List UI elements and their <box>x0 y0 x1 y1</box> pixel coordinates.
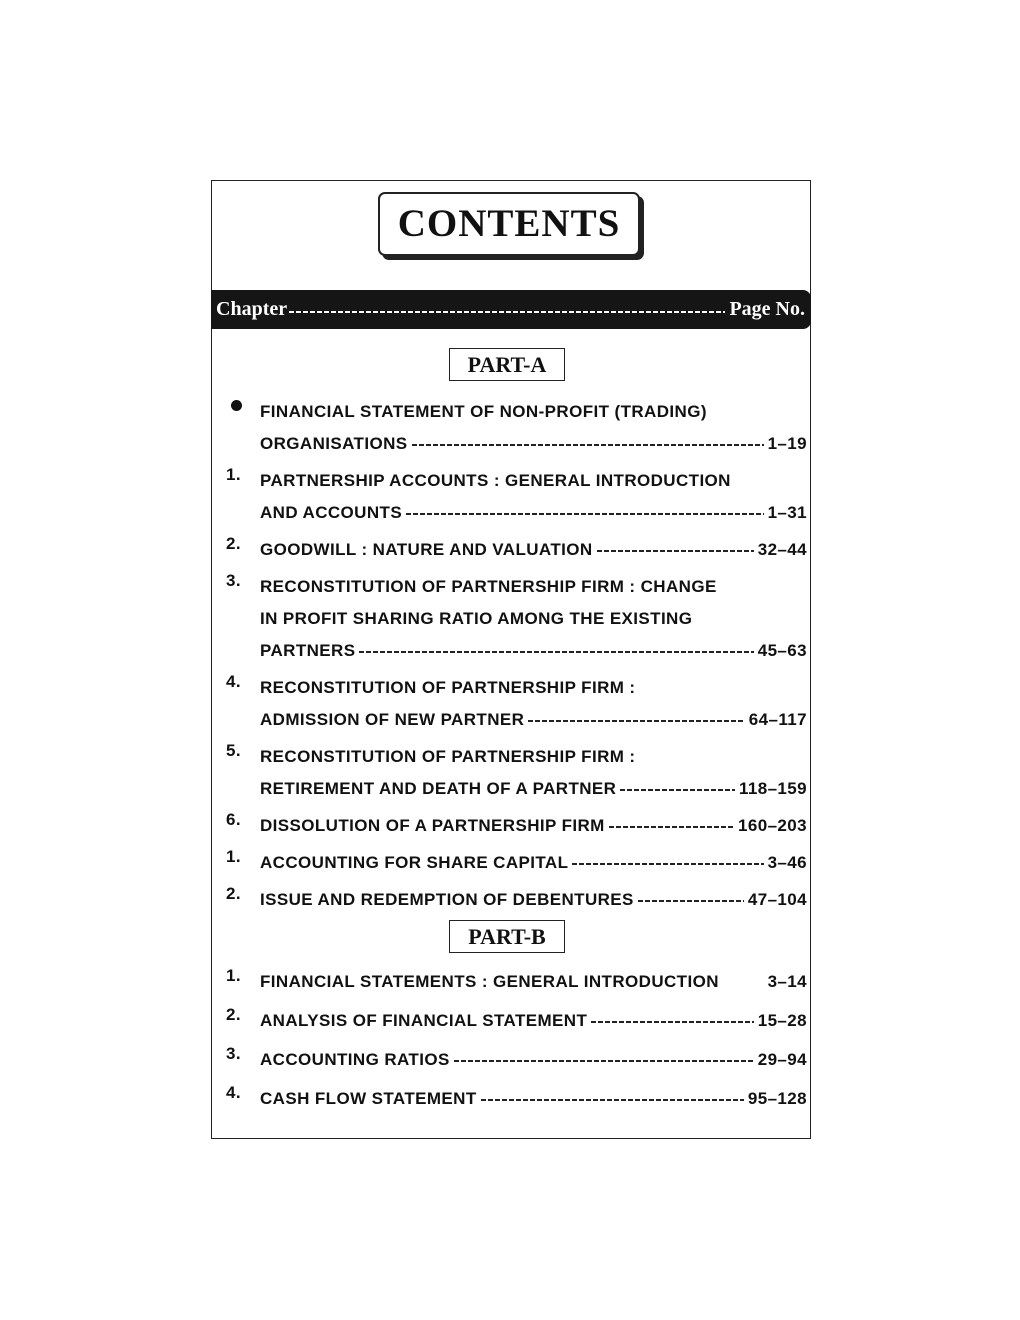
entry-line <box>260 396 807 428</box>
page-range: 15–28 <box>757 1011 807 1030</box>
toc-entry <box>226 672 807 736</box>
leader-dashes <box>528 720 745 722</box>
entry-title: PARTNERS <box>260 641 356 660</box>
page-range: 118–159 <box>738 779 807 798</box>
entry-line <box>260 465 807 497</box>
toc-entry <box>226 847 807 879</box>
leader-dashes <box>609 826 734 828</box>
chapter-column-label: Chapter <box>216 298 288 320</box>
toc-entry <box>226 741 807 805</box>
entry-line <box>260 672 807 704</box>
entry-line <box>260 741 807 773</box>
entry-line <box>260 428 807 460</box>
entry-line <box>260 1083 807 1115</box>
entry-line <box>260 534 807 566</box>
entry-title: ACCOUNTING FOR SHARE CAPITAL <box>260 853 569 872</box>
part-b-heading: PART-B <box>449 920 565 953</box>
entry-line <box>260 497 807 529</box>
part-a-entries <box>226 396 807 921</box>
entry-title: FINANCIAL STATEMENTS : GENERAL INTRODUCTION <box>260 972 719 991</box>
toc-entry <box>226 1083 807 1115</box>
entry-number: 2. <box>226 884 241 903</box>
page-range: 45–63 <box>757 641 807 660</box>
entry-title: FINANCIAL STATEMENT OF NON-PROFIT (TRADING) <box>260 402 707 421</box>
entry-number: 5. <box>226 741 241 760</box>
entry-line <box>260 603 807 635</box>
page-range: 47–104 <box>747 890 807 909</box>
leader-dashes <box>412 444 764 446</box>
entry-title: GOODWILL : NATURE AND VALUATION <box>260 540 593 559</box>
entry-line <box>260 966 807 998</box>
entry-title: ADMISSION OF NEW PARTNER <box>260 710 525 729</box>
toc-entry <box>226 396 807 460</box>
entry-title: PARTNERSHIP ACCOUNTS : GENERAL INTRODUCTION <box>260 471 731 490</box>
toc-entry <box>226 1005 807 1037</box>
entry-number: 6. <box>226 810 241 829</box>
entry-title: RETIREMENT AND DEATH OF A PARTNER <box>260 779 617 798</box>
entry-number: 2. <box>226 1005 241 1024</box>
toc-entry <box>226 465 807 529</box>
header-leader-dashes <box>289 311 725 313</box>
toc-entry <box>226 571 807 667</box>
entry-title: ACCOUNTING RATIOS <box>260 1050 450 1069</box>
entry-number: 1. <box>226 465 241 484</box>
bullet-icon <box>226 396 260 460</box>
page-range: 64–117 <box>748 710 807 729</box>
entry-title: RECONSTITUTION OF PARTNERSHIP FIRM : <box>260 747 636 766</box>
column-header-bar <box>211 290 811 329</box>
entry-number: 1. <box>226 847 241 866</box>
page-range: 95–128 <box>747 1089 807 1108</box>
page-range: 29–94 <box>757 1050 807 1069</box>
part-a-heading: PART-A <box>449 348 565 381</box>
entry-title: RECONSTITUTION OF PARTNERSHIP FIRM : <box>260 678 636 697</box>
entry-line <box>260 704 807 736</box>
entry-line <box>260 635 807 667</box>
leader-dashes <box>638 900 744 902</box>
entry-title: IN PROFIT SHARING RATIO AMONG THE EXISTING <box>260 609 693 628</box>
entry-number: 3. <box>226 571 241 590</box>
entry-line <box>260 884 807 916</box>
page-range: 1–19 <box>767 434 807 453</box>
leader-dashes <box>620 789 735 791</box>
entry-line <box>260 1005 807 1037</box>
entry-title: DISSOLUTION OF A PARTNERSHIP FIRM <box>260 816 605 835</box>
page-range: 1–31 <box>767 503 807 522</box>
entry-number: 3. <box>226 1044 241 1063</box>
leader-dashes <box>597 550 754 552</box>
entry-title: RECONSTITUTION OF PARTNERSHIP FIRM : CHANGE <box>260 577 717 596</box>
page-range: 160–203 <box>738 816 807 835</box>
contents-title: CONTENTS <box>378 192 640 256</box>
toc-entry <box>226 1044 807 1076</box>
entry-number: 1. <box>226 966 241 985</box>
toc-entry <box>226 810 807 842</box>
toc-entry <box>226 534 807 566</box>
page-range: 3–46 <box>767 853 807 872</box>
entry-line <box>260 847 807 879</box>
part-b-entries <box>226 966 807 1122</box>
entry-line <box>260 773 807 805</box>
leader-dashes <box>454 1060 754 1062</box>
entry-title: ISSUE AND REDEMPTION OF DEBENTURES <box>260 890 634 909</box>
toc-entry <box>226 884 807 916</box>
leader-dashes <box>406 513 764 515</box>
leader-dashes <box>719 966 768 998</box>
page-range: 3–14 <box>767 972 807 991</box>
entry-line <box>260 810 807 842</box>
page-no-column-label: Page No. <box>729 298 805 320</box>
toc-entry <box>226 966 807 998</box>
entry-title: ANALYSIS OF FINANCIAL STATEMENT <box>260 1011 588 1030</box>
entry-title: AND ACCOUNTS <box>260 503 403 522</box>
leader-dashes <box>481 1099 744 1101</box>
entry-title: CASH FLOW STATEMENT <box>260 1089 477 1108</box>
leader-dashes <box>572 863 763 865</box>
entry-number: 2. <box>226 534 241 553</box>
entry-line <box>260 1044 807 1076</box>
page-range: 32–44 <box>757 540 807 559</box>
contents-page-frame <box>211 180 811 1139</box>
entry-line <box>260 571 807 603</box>
entry-number: 4. <box>226 1083 241 1102</box>
bullet-icon <box>231 400 242 411</box>
leader-dashes <box>359 651 753 653</box>
entry-number: 4. <box>226 672 241 691</box>
entry-title: ORGANISATIONS <box>260 434 408 453</box>
leader-dashes <box>591 1021 753 1023</box>
